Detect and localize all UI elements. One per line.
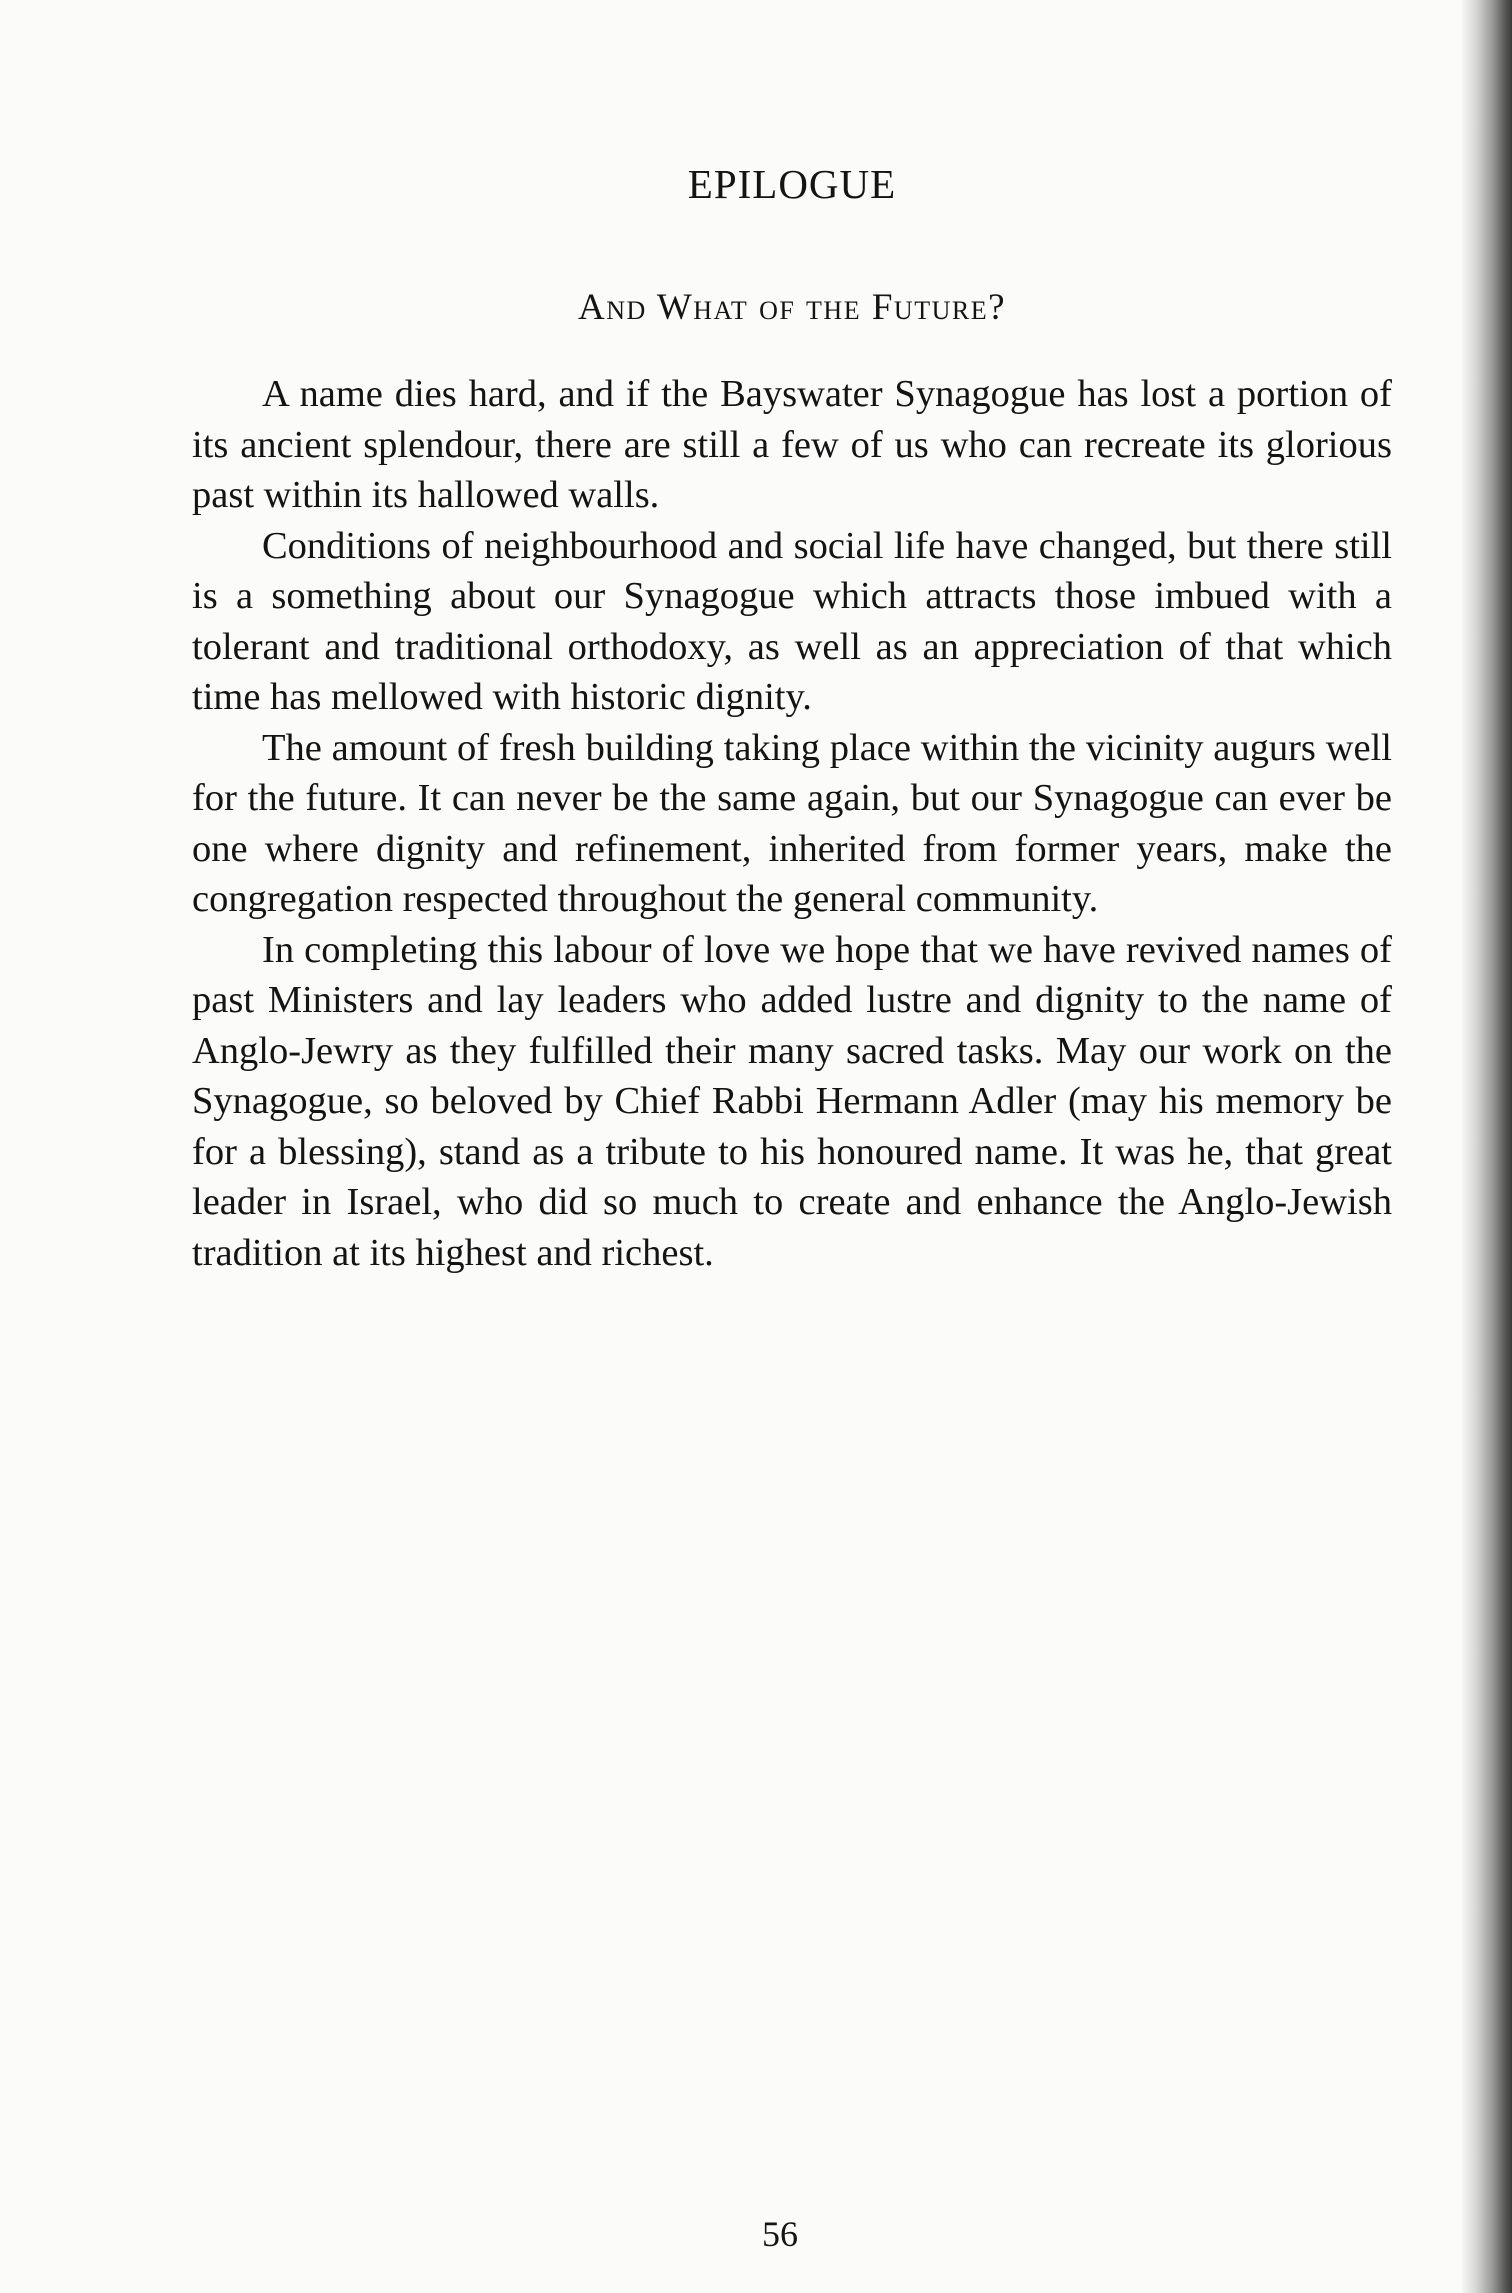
binding-shadow [1460,0,1512,2293]
page-text-block [192,160,1392,1278]
paragraph-2: Conditions of neighbourhood and social life have changed, but there still is a something about our Synagogue which attracts those imbued with a tolerant and traditional orthodoxy, as well as an appreciation of that which time has mellowed with historic dignity. [192,524,1392,718]
paragraph-3: The amount of fresh building taking place within the vicinity augurs well for the future. It can never be the same again, but our Synagogue can ever be one where dignity and refinement, inherited from former years, make the congregation respected throughout the general community. [192,726,1392,920]
page-number: 56 [762,2214,798,2254]
chapter-subtitle: And What of the Future? [577,287,1006,328]
paragraph-1: A name dies hard, and if the Bayswater Synagogue has lost a portion of its ancient splendour, there are still a few of us who can recreate its glorious past within its hallowed walls. [192,373,1392,516]
paragraph-4: In completing this labour of love we hope that we have revived names of past Ministers and lay leaders who added lustre and dignity to the name of Anglo-Jewry as they fulfilled their many sacred tasks. May our work on the Synagogue, so beloved by Chief Rabbi Hermann Adler (may his memory be for a blessing), stand as a tribute to his honoured name. It was he, that great leader in Israel, who did so much to create and enhance the Anglo-Jewish tradition at its highest and richest. [192,928,1392,1274]
chapter-title: EPILOGUE [687,161,897,207]
